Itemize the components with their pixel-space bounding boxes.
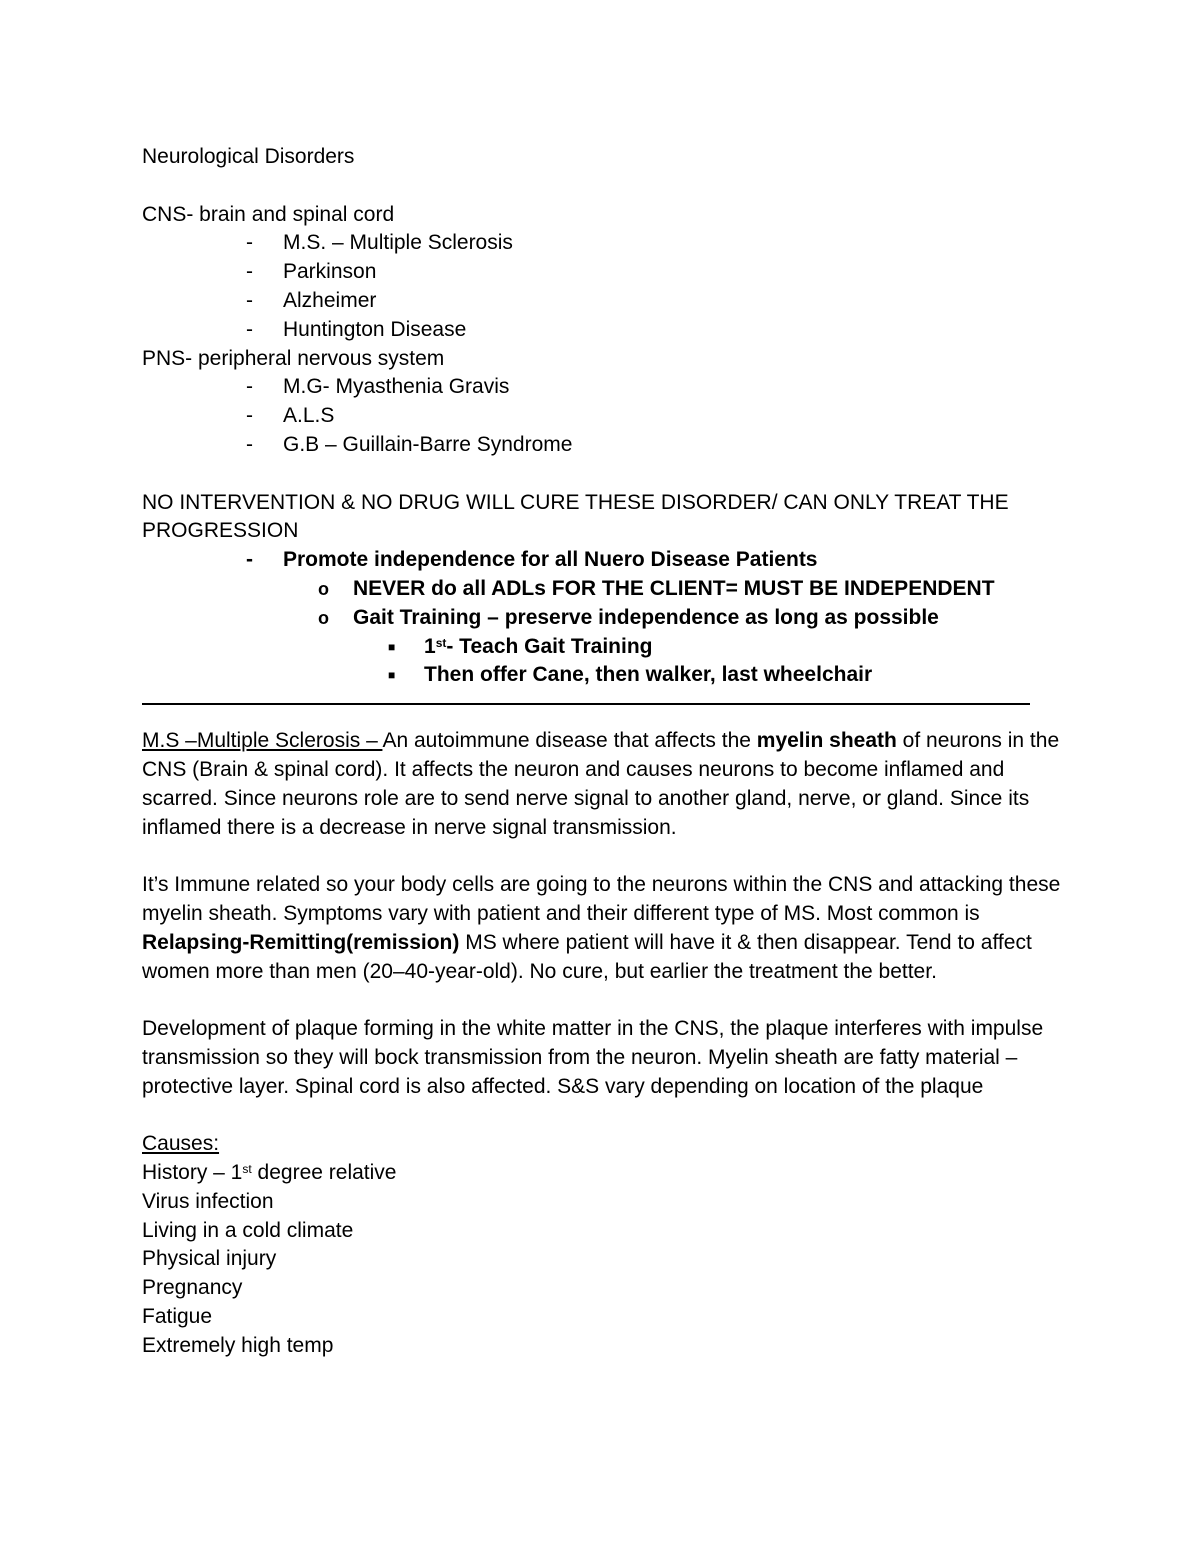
cause-item: Fatigue: [142, 1305, 213, 1329]
never-item: o NEVER do all ADLs FOR THE CLIENT= MUST BE INDEPENDENT: [142, 575, 1072, 604]
warning-line-1: NO INTERVENTION & NO DRUG WILL CURE THESE DISORDER/ CAN ONLY TREAT THE: [142, 490, 1009, 514]
cause-item: Living in a cold climate: [142, 1218, 354, 1242]
square-bullet: ■: [388, 639, 396, 654]
dash-bullet: -: [246, 317, 253, 341]
list-item: - Parkinson: [142, 258, 1072, 287]
dash-bullet: -: [246, 432, 253, 456]
page-title: Neurological Disorders: [142, 145, 355, 168]
then-item: ■ Then offer Cane, then walker, last wheelchair: [142, 661, 1072, 690]
list-item: - M.G- Myasthenia Gravis: [142, 373, 1072, 402]
square-bullet: ■: [388, 668, 396, 683]
dash-bullet: -: [246, 548, 253, 572]
dash-bullet: -: [246, 375, 253, 399]
warning-line-2: PROGRESSION: [142, 519, 299, 543]
cns-heading: CNS- brain and spinal cord: [142, 202, 395, 226]
ms-paragraph-3: Development of plaque forming in the white matter in the CNS, the plaque interferes with impulse transmission so they will bock transmission from the neuron. Myelin sheath are fatty material – protective layer. Spinal cord is also affected. S&S vary depending on location of the plaque: [142, 1017, 1044, 1098]
dash-bullet: -: [246, 404, 253, 428]
gait-item: o Gait Training – preserve independence as long as possible: [142, 604, 1072, 633]
horizontal-divider: [142, 703, 1030, 705]
first-item: ■ 1st- Teach Gait Training: [142, 633, 1072, 662]
pns-heading: PNS- peripheral nervous system: [142, 346, 445, 370]
list-item: - Alzheimer: [142, 287, 1072, 316]
ms-paragraph-2: It’s Immune related so your body cells are going to the neurons within the CNS and attacking these myelin sheath. Symptoms vary with patient and their different type of MS. Most common is Relapsing-Remitting(remission) MS where patient will have it & then disappear. Tend to affect women more than men (20–40-year-old). No cure, but earlier the treatment the better.: [142, 873, 1061, 983]
circle-bullet: o: [318, 578, 329, 599]
list-item: - G.B – Guillain-Barre Syndrome: [142, 431, 1072, 460]
cause-item: Virus infection: [142, 1189, 274, 1213]
document-body: [142, 143, 1072, 1361]
promote-item: - Promote independence for all Nuero Disease Patients: [142, 546, 1072, 575]
cause-item: Extremely high temp: [142, 1333, 334, 1357]
list-item: - Huntington Disease: [142, 316, 1072, 345]
dash-bullet: -: [246, 288, 253, 312]
dash-bullet: -: [246, 260, 253, 284]
dash-bullet: -: [246, 231, 253, 255]
cause-item: Pregnancy: [142, 1276, 243, 1300]
list-item: - M.S. – Multiple Sclerosis: [142, 229, 1072, 258]
list-item: - A.L.S: [142, 402, 1072, 431]
causes-heading: Causes:: [142, 1132, 220, 1156]
circle-bullet: o: [318, 607, 329, 628]
ms-label: M.S –Multiple Sclerosis –: [142, 729, 383, 753]
cause-item: Physical injury: [142, 1247, 277, 1271]
ms-paragraph-1: M.S –Multiple Sclerosis – An autoimmune disease that affects the myelin sheath of neurons in the CNS (Brain & spinal cord). It affects the neuron and causes neurons to become inflamed and scarred. Since neurons role are to send nerve signal to another gland, nerve, or gland. Since its inflamed there is a decrease in nerve signal transmission.: [142, 729, 1060, 839]
cause-item: History – 1st degree relative: [142, 1161, 397, 1185]
